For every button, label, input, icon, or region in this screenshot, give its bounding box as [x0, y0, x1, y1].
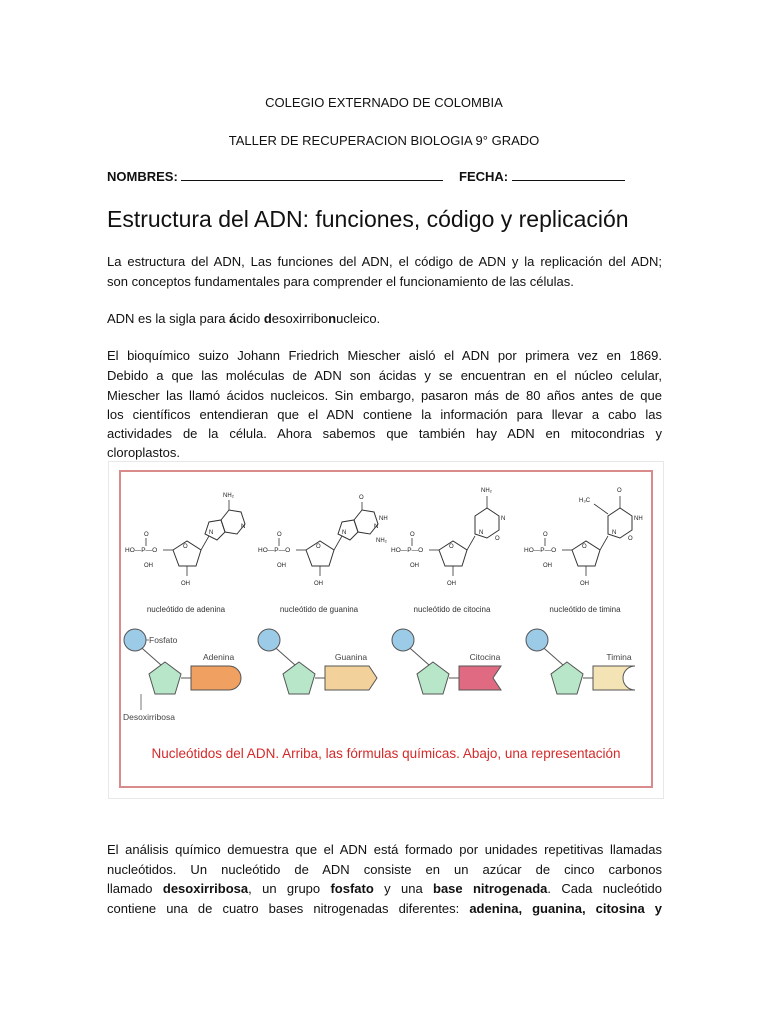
paragraph-1-line-1: La estructura del ADN, Las funciones del ADN, el código de ADN y la replicación del ADN; [107, 254, 662, 269]
oh-label: OH [144, 563, 153, 569]
sugar-pentagon [417, 662, 449, 694]
phosphate-circle [392, 629, 414, 651]
figure-frame [119, 470, 653, 788]
nh2-label: NH₂ [481, 488, 492, 494]
nucleotide-formula [125, 493, 245, 614]
bond-line [201, 536, 209, 550]
oh-label: OH [314, 581, 323, 587]
form-fields [107, 167, 667, 187]
base-label: Citocina [469, 652, 501, 662]
para4-text: y una [373, 881, 434, 896]
phosphate-circle [526, 629, 548, 651]
oh-label: OH [580, 581, 589, 587]
n-label: N [501, 516, 506, 522]
paragraph-4-line-4 [107, 899, 662, 919]
nucleotide-representations [123, 629, 635, 722]
oxygen-label: O [410, 532, 415, 538]
paragraph-4-line-3 [107, 879, 662, 899]
para4-text: . Cada nucleótido [547, 881, 663, 896]
para4-text: contiene una de cuatro bases nitrogenadas diferentes: [107, 901, 470, 916]
nucleotide-figure [108, 461, 664, 799]
phosphate-formula: HO—P—O [391, 547, 424, 554]
nucleotide-formula [258, 495, 388, 614]
oxygen-label: O [359, 495, 364, 501]
para4-bold-desoxirribosa: desoxirribosa [162, 881, 249, 896]
sugar-pentagon [283, 662, 315, 694]
phosphate-circle [258, 629, 280, 651]
paragraph-3-line-5: actividades de la célula. Ahora sabemos que también hay ADN en mitocondrias y [107, 426, 662, 441]
nh-label: NH [634, 516, 643, 522]
base-label: Guanina [334, 652, 368, 662]
para2-bold-a: á [229, 311, 237, 326]
base-shape [593, 666, 635, 690]
paragraph-4-line-2: nucleótidos. Un nucleótido de ADN consiste en un azúcar de cinco carbonos [107, 862, 662, 877]
pyrimidine-ring [221, 510, 245, 534]
oxygen-label: O [277, 532, 282, 538]
paragraph-1-line-2: son conceptos fundamentales para comprender el funcionamiento de las células. [107, 274, 574, 289]
ring-oxygen-label: O [582, 544, 587, 550]
phosphate-formula: HO—P—O [258, 547, 291, 554]
paragraph-3-line-3: Miescher las llamó ácidos nucleicos. Sin embargo, pasaron más de 80 años antes de que [107, 388, 662, 403]
phosphate-formula: HO—P—O [125, 547, 158, 554]
para2-text: ucleico. [336, 311, 381, 326]
pyrimidine-ring [354, 510, 378, 534]
nucleotide-diagram [121, 472, 651, 786]
paragraph-3-line-4: los científicos entendieran que el ADN contiene la información para llevar a cabo las [107, 407, 662, 422]
para2-bold-d: d [263, 311, 272, 326]
nucleotide-model [258, 629, 377, 694]
oxygen-label: O [543, 532, 548, 538]
para4-text: llamado [107, 881, 163, 896]
paragraph-3-line-2: Debido a que las moléculas de ADN son ácidas y se encuentran en el núcleo celular, [107, 368, 662, 383]
oh-label: OH [181, 581, 190, 587]
ring-oxygen-label: O [183, 544, 188, 550]
ring-oxygen-label: O [449, 544, 454, 550]
ring-oxygen-label: O [316, 544, 321, 550]
n-label: N [342, 530, 347, 536]
nucleotide-label: nucleótido de timina [549, 605, 621, 614]
oh-label: OH [410, 563, 419, 569]
bond-line [594, 504, 608, 514]
bond-line [334, 536, 342, 550]
nh-label: NH [379, 516, 388, 522]
figure-caption: Nucleótidos del ADN. Arriba, las fórmulas químicas. Abajo, una representación [151, 746, 621, 761]
names-label: NOMBRES: [107, 169, 178, 184]
nucleotide-label: nucleótido de adenina [146, 605, 226, 614]
n-label: N [479, 530, 484, 536]
oxygen-label: O [495, 536, 500, 542]
para4-text: , un grupo [248, 881, 331, 896]
nucleotide-model [392, 629, 501, 694]
n-label: N [209, 530, 214, 536]
phosphate-label: Fosfato [149, 635, 178, 645]
n-label: N [374, 524, 379, 530]
nucleotide-formula [524, 488, 643, 614]
oh-label: OH [277, 563, 286, 569]
para2-text: ADN es la sigla para [107, 311, 230, 326]
paragraph-3-line-1: El bioquímico suizo Johann Friedrich Miescher aisló el ADN por primera vez en 1869. [107, 348, 662, 363]
base-label: Timina [606, 652, 632, 662]
page-title: Estructura del ADN: funciones, código y replicación [107, 206, 629, 232]
para4-bold-bases: adenina, guanina, citosina y [469, 901, 663, 916]
oxygen-label: O [617, 488, 622, 494]
para2-bold-n: n [328, 311, 337, 326]
nucleotide-model [526, 629, 635, 694]
bond-line [600, 536, 608, 550]
oh-label: OH [543, 563, 552, 569]
nh2-label: NH₂ [223, 493, 234, 499]
nucleotide-formula [391, 488, 505, 614]
sugar-label: Desoxirribosa [123, 712, 175, 722]
n-label: N [241, 524, 246, 530]
workshop-title: TALLER DE RECUPERACION BIOLOGIA 9° GRADO [228, 133, 540, 148]
sugar-pentagon [149, 662, 181, 694]
base-label: Adenina [203, 652, 235, 662]
nucleotide-label: nucleótido de citocina [413, 605, 491, 614]
base-shape [325, 666, 377, 690]
methyl-label: H₃C [579, 498, 591, 504]
paragraph-2 [107, 309, 662, 329]
phosphate-formula: HO—P—O [524, 547, 557, 554]
oxygen-label: O [628, 536, 633, 542]
paragraph-3-line-6: cloroplastos. [107, 445, 180, 460]
sugar-pentagon [551, 662, 583, 694]
school-name: COLEGIO EXTERNADO DE COLOMBIA [265, 95, 503, 110]
base-shape [459, 666, 501, 690]
para2-text: esoxirribo [271, 311, 329, 326]
bond-line [467, 536, 475, 550]
oxygen-label: O [144, 532, 149, 538]
nh2-label: NH₂ [376, 538, 387, 544]
date-label: FECHA: [459, 169, 509, 184]
phosphate-circle [124, 629, 146, 651]
base-shape [191, 666, 241, 690]
para4-bold-fosfato: fosfato [330, 881, 374, 896]
paragraph-4-line-1: El análisis químico demuestra que el ADN está formado por unidades repetitivas llamadas [107, 842, 662, 857]
n-label: N [612, 530, 617, 536]
nucleotide-model [123, 629, 241, 722]
chemical-formulas [125, 488, 643, 614]
names-input-line[interactable] [181, 167, 443, 181]
nucleotide-label: nucleótido de guanina [279, 605, 359, 614]
para2-text: cido [236, 311, 264, 326]
date-input-line[interactable] [512, 167, 625, 181]
oh-label: OH [447, 581, 456, 587]
para4-bold-base: base nitrogenada [433, 881, 548, 896]
